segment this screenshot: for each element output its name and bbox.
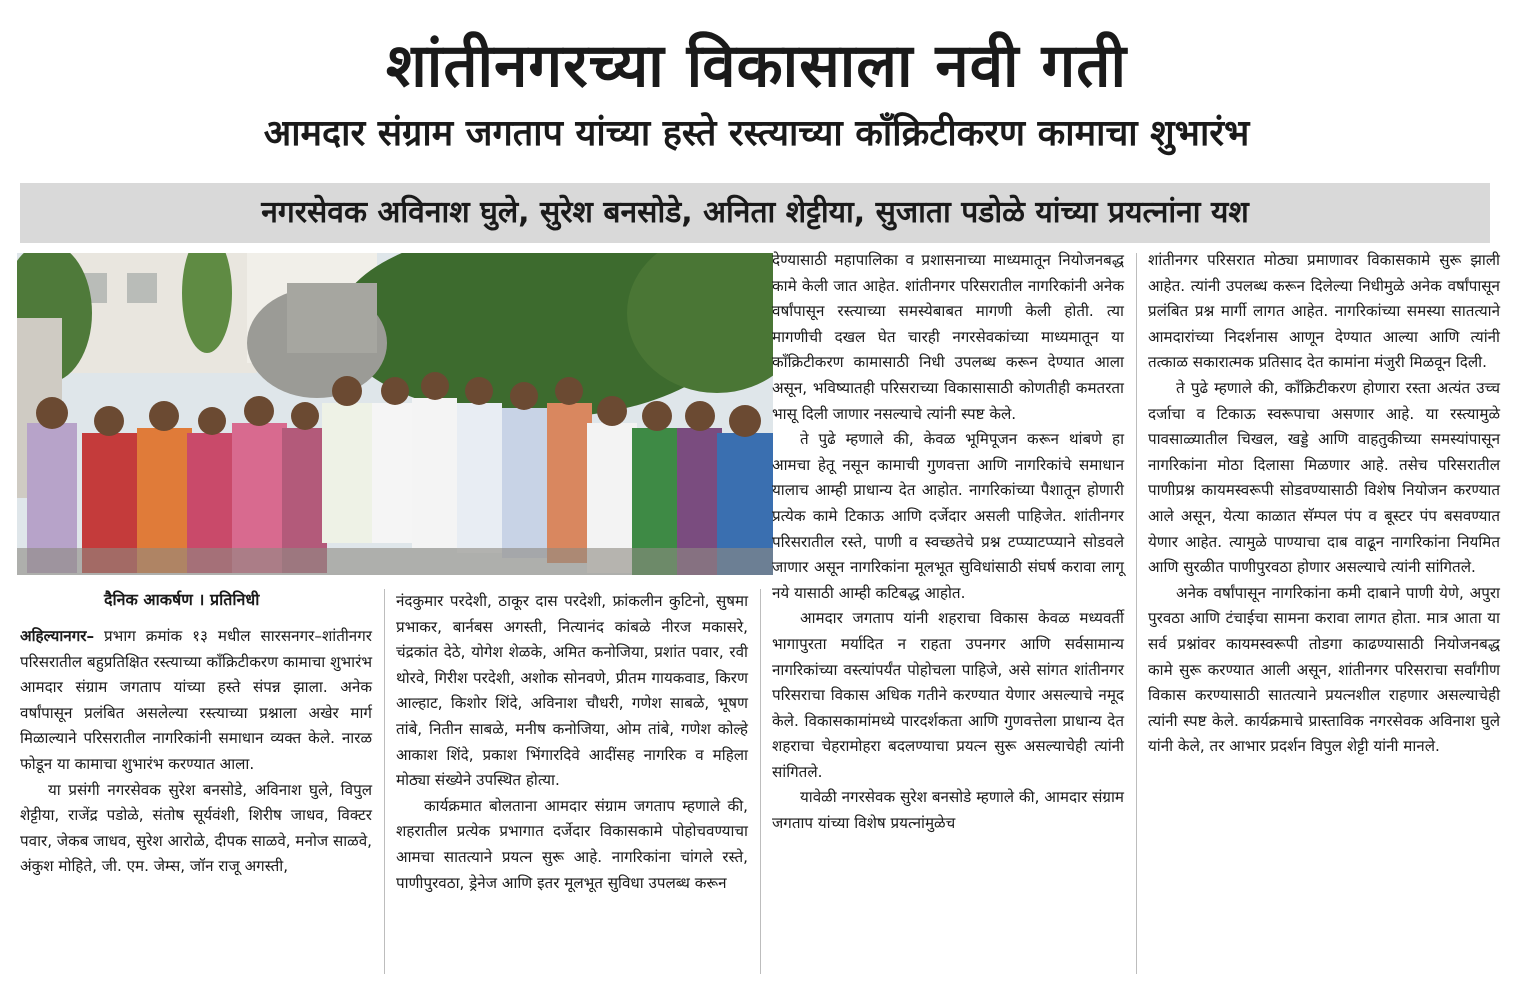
article-paragraph: यावेळी नगरसेवक सुरेश बनसोडे म्हणाले की, आमदार संग्राम जगताप यांच्या विशेष प्रयत्नांमुळेच <box>772 788 1124 833</box>
article-column-1 <box>20 624 372 880</box>
article-paragraph: शांतीनगर परिसरात मोठ्या प्रमाणावर विकासकामे सुरू झाली आहेत. त्यांनी उपलब्ध करून दिलेल्या निधीमुळे अनेक वर्षांपासून प्रलंबित प्रश्न मार्गी लागत आहेत. नागरिकांच्या समस्या सातत्याने आमदारांच्या निदर्शनास आणून देण्यात आल्या आणि त्यांनी तत्काळ सकारात्मक प्रतिसाद देत कामांना मंजुरी मिळवून दिली. <box>1148 251 1500 372</box>
article-paragraph: अनेक वर्षांपासून नागरिकांना कमी दाबाने पाणी येणे, अपुरा पुरवठा आणि टंचाईचा सामना करावा लागत होता. मात्र आता या सर्व प्रश्नांवर कायमस्वरूपी तोडगा काढण्यासाठी नियोजनबद्ध कामे सुरू करण्यात आली असून, शांतीनगर परिसराचा सर्वांगीण विकास करण्यासाठी सातत्याने प्रयत्नशील राहणार असल्याचेही त्यांनी स्पष्ट केले. कार्यक्रमाचे प्रास्ताविक नगरसेवक अविनाश घुले यांनी केले, तर आभार प्रदर्शन विपुल शेट्टी यांनी मानले. <box>1148 583 1500 756</box>
article-column-2 <box>396 589 748 896</box>
article-paragraph: कार्यक्रमात बोलताना आमदार संग्राम जगताप म्हणाले की, शहरातील प्रत्येक प्रभागात दर्जेदार विकासकामे पोहोचवण्याचा आमचा सातत्याने प्रयत्न सुरू आहे. नागरिकांना चांगले रस्ते, पाणीपुरवठा, ड्रेनेज आणि इतर मूलभूत सुविधा उपलब्ध करून <box>396 796 748 892</box>
article-paragraph: प्रभाग क्रमांक १३ मधील सारसनगर–शांतीनगर परिसरातील बहुप्रतिक्षित रस्त्याच्या कॉंक्रिटीकरण कामाचा शुभारंभ आमदार संग्राम जगताप यांच्या हस्ते संपन्न झाला. अनेक वर्षांपासून प्रलंबित असलेल्या रस्त्याच्या प्रश्नाला अखेर मार्ग मिळाल्याने परिसरातील नागरिकांनी समाधान व्यक्त केले. नारळ फोडून या कामाचा शुभारंभ करण्यात आला. <box>20 627 372 773</box>
headline: शांतीनगरच्या विकासाला नवी गती <box>385 31 1128 101</box>
article-column-3 <box>772 248 1124 837</box>
column-divider <box>384 589 385 974</box>
byline: दैनिक आकर्षण । प्रतिनिधी <box>104 590 260 609</box>
article-paragraph: ते पुढे म्हणाले की, कॉंक्रिटीकरण होणारा रस्ता अत्यंत उच्च दर्जाचा व टिकाऊ स्वरूपाचा असणार आहे. या रस्त्यामुळे पावसाळ्यातील चिखल, खड्डे आणि वाहतुकीच्या समस्यांपासून नागरिकांना मोठा दिलासा मिळणार आहे. तसेच परिसरातील पाणीप्रश्न कायमस्वरूपी सोडवण्यासाठी विशेष नियोजन करण्यात आले असून, येत्या काळात सॅम्पल पंप व बूस्टर पंप बसवण्यात येणार आहेत. त्यामुळे पाण्याचा दाब वाढून नागरिकांना नियमित आणि सुरळीत पाणीपुरवठा होणार असल्याचे त्यांनी सांगितले. <box>1148 378 1500 577</box>
column-divider <box>760 589 761 974</box>
article-paragraph: ते पुढे म्हणाले की, केवळ भूमिपूजन करून थांबणे हा आमचा हेतू नसून कामाची गुणवत्ता आणि नागरिकांचे समाधान यालाच आम्ही प्राधान्य देत आहोत. नागरिकांच्या पैशातून होणारी प्रत्येक कामे टिकाऊ आणि दर्जेदार असली पाहिजेत. शांतीनगर परिसरातील रस्ते, पाणी व स्वच्छतेचे प्रश्न टप्प्याटप्प्याने सोडवले जाणार असून नागरिकांना मूलभूत सुविधांसाठी संघर्ष करावा लागू नये यासाठी आम्ही कटिबद्ध आहोत. <box>772 430 1124 602</box>
column-divider <box>1136 253 1137 974</box>
group-photo-image <box>17 253 773 575</box>
dateline-place: अहिल्यानगर– <box>20 627 95 645</box>
article-paragraph: या प्रसंगी नगरसेवक सुरेश बनसोडे, अविनाश घुले, विपुल शेट्टीया, राजेंद्र पडोळे, संतोष सूर्यवंशी, शिरीष जाधव, विक्टर पवार, जेकब जाधव, सुरेश आरोळे, दीपक साळवे, मनोज साळवे, अंकुश मोहिते, जी. एम. जेम्स, जॉन राजू अगस्ती, <box>20 780 372 876</box>
article-column-4 <box>1148 248 1500 760</box>
subheadline: आमदार संग्राम जगताप यांच्या हस्ते रस्त्याच्या कॉंक्रिटीकरण कामाचा शुभारंभ <box>263 113 1250 154</box>
article-paragraph: देण्यासाठी महापालिका व प्रशासनाच्या माध्यमातून नियोजनबद्ध कामे केली जात आहेत. शांतीनगर परिसरातील नागरिकांनी अनेक वर्षांपासून रस्त्याच्या समस्येबाबत मागणी केली होती. त्या मागणीची दखल घेत चारही नगरसेवकांच्या माध्यमातून या कॉंक्रिटीकरण कामासाठी निधी उपलब्ध करून देण्यात आला असून, भविष्यातही परिसराच्या विकासासाठी कोणतीही कमतरता भासू दिली जाणार नसल्याचे त्यांनी स्पष्ट केले. <box>772 251 1124 423</box>
highlight-banner: नगरसेवक अविनाश घुले, सुरेश बनसोडे, अनिता शेट्टीया, सुजाता पडोळे यांच्या प्रयत्नांना यश <box>20 183 1490 243</box>
article-paragraph: नंदकुमार परदेशी, ठाकूर दास परदेशी, फ्रांकलीन कुटिनो, सुषमा प्रभाकर, बार्नबस अगस्ती, नित्यानंद कांबळे नीरज मकासरे, चंद्रकांत देठे, योगेश शेळके, अमित कनोजिया, प्रशांत पवार, रवी थोरवे, गिरीश परदेशी, अशोक सोनवणे, प्रीतम गायकवाड, किरण आल्हाट, किशोर शिंदे, अविनाश चौधरी, गणेश साबळे, भूषण तांबे, नितीन साबळे, मनीष कनोजिया, ओम तांबे, गणेश कोल्हे आकाश शिंदे, प्रकाश भिंगारदिवे आदींसह नागरिक व महिला मोठ्या संख्येने उपस्थित होत्या. <box>396 592 748 790</box>
article-paragraph: आमदार जगताप यांनी शहराचा विकास केवळ मध्यवर्ती भागापुरता मर्यादित न राहता उपनगर आणि सर्वसामान्य नागरिकांच्या वस्त्यांपर्यंत पोहोचला पाहिजे, असे सांगत शांतीनगर परिसराचा विकास अधिक गतीने करण्यात येणार असल्याचे नमूद केले. विकासकामांमध्ये पारदर्शकता आणि गुणवत्तेला प्राधान्य देत शहराचा चेहरामोहरा बदलण्याचा प्रयत्न सुरू असल्याचेही त्यांनी सांगितले. <box>772 609 1124 781</box>
